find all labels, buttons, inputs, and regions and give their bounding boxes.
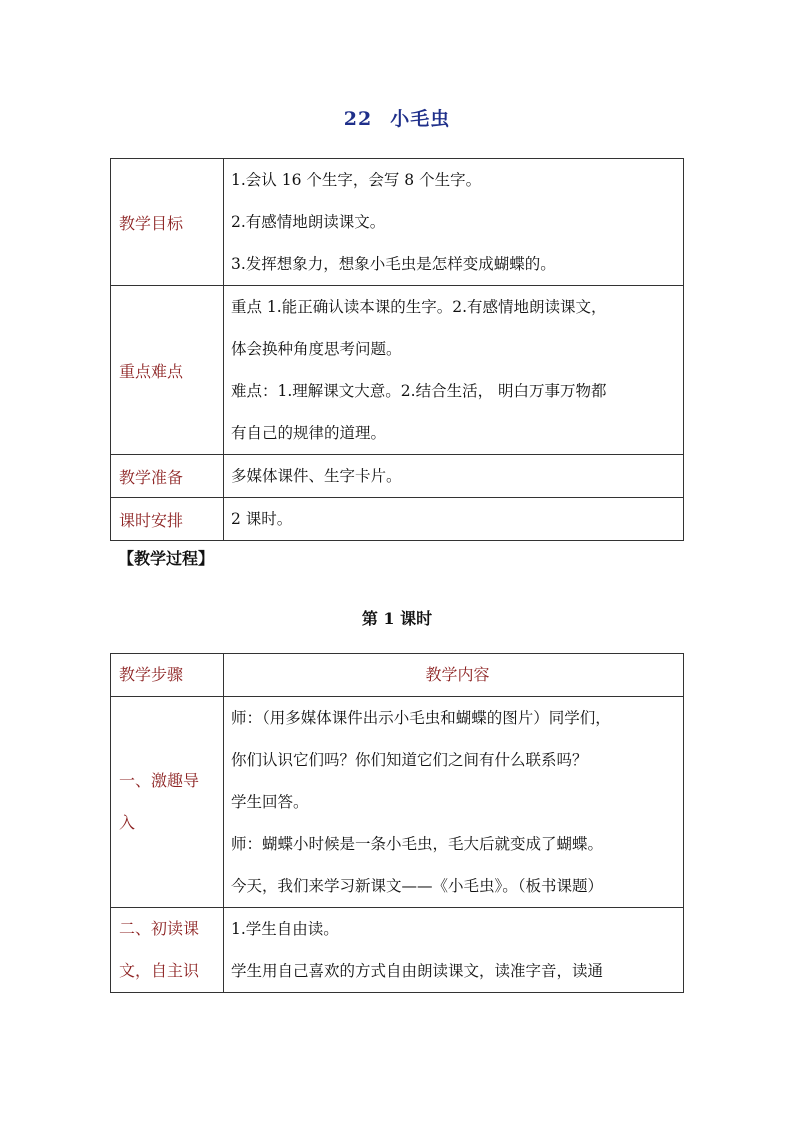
content-line: 你们认识它们吗？你们知道它们之间有什么联系吗？ xyxy=(231,751,588,769)
goals-cell xyxy=(224,159,684,286)
goals-row xyxy=(111,159,684,286)
content-line: 学生用自己喜欢的方式自由朗读课文，读准字音，读通 xyxy=(231,962,604,980)
content-cell xyxy=(224,908,684,993)
key-points-row xyxy=(111,286,684,455)
step-line: 二、初读课 xyxy=(119,919,200,938)
process-table xyxy=(110,653,684,993)
preparation-row xyxy=(111,455,684,498)
lesson-info-table xyxy=(110,158,684,541)
preparation-text: 多媒体课件、生字卡片。 xyxy=(231,467,402,485)
goal-item: 2.有感情地朗读课文。 xyxy=(231,213,386,231)
steps-column-header: 教学步骤 xyxy=(119,665,184,684)
step-cell xyxy=(111,908,224,993)
goal-item: 1.会认 16 个生字，会写 8 个生字。 xyxy=(231,171,482,189)
key-points-label: 重点难点 xyxy=(111,286,224,455)
step-line: 一、激趣导 xyxy=(119,771,200,790)
goal-item: 3.发挥想象力，想象小毛虫是怎样变成蝴蝶的。 xyxy=(231,255,556,273)
preparation-label: 教学准备 xyxy=(111,455,224,498)
step-line: 入 xyxy=(119,813,136,832)
lesson-number: 22 xyxy=(343,108,373,130)
step-line: 文，自主识 xyxy=(119,961,200,980)
content-cell xyxy=(224,697,684,908)
process-heading: 【教学过程】 xyxy=(118,549,215,568)
content-line: 1.学生自由读。 xyxy=(231,920,339,938)
content-column-header: 教学内容 xyxy=(425,665,490,684)
key-point-line: 难点：1.理解课文大意。2.结合生活， 明白万事万物都 xyxy=(231,382,607,400)
schedule-row xyxy=(111,498,684,541)
lesson-title xyxy=(0,104,794,131)
process-row xyxy=(111,697,684,908)
schedule-label: 课时安排 xyxy=(111,498,224,541)
lesson-heading: 第 1 课时 xyxy=(361,609,433,628)
goals-label: 教学目标 xyxy=(111,159,224,286)
key-point-line: 体会换种角度思考问题。 xyxy=(231,340,402,358)
key-point-line: 有自己的规律的道理。 xyxy=(231,424,387,442)
key-points-cell xyxy=(224,286,684,455)
content-line: 师：蝴蝶小时候是一条小毛虫，毛大后就变成了蝴蝶。 xyxy=(231,835,604,853)
lesson-name: 小毛虫 xyxy=(390,108,451,130)
schedule-text: 2 课时。 xyxy=(231,510,293,528)
key-point-line: 重点 1.能正确认读本课的生字。2.有感情地朗读课文， xyxy=(231,298,607,316)
content-line: 今天，我们来学习新课文——《小毛虫》。（板书课题） xyxy=(231,877,604,895)
content-line: 学生回答。 xyxy=(231,793,309,811)
process-row xyxy=(111,908,684,993)
content-line: 师：（用多媒体课件出示小毛虫和蝴蝶的图片）同学们， xyxy=(231,709,611,727)
step-cell xyxy=(111,697,224,908)
process-header-row xyxy=(111,654,684,697)
